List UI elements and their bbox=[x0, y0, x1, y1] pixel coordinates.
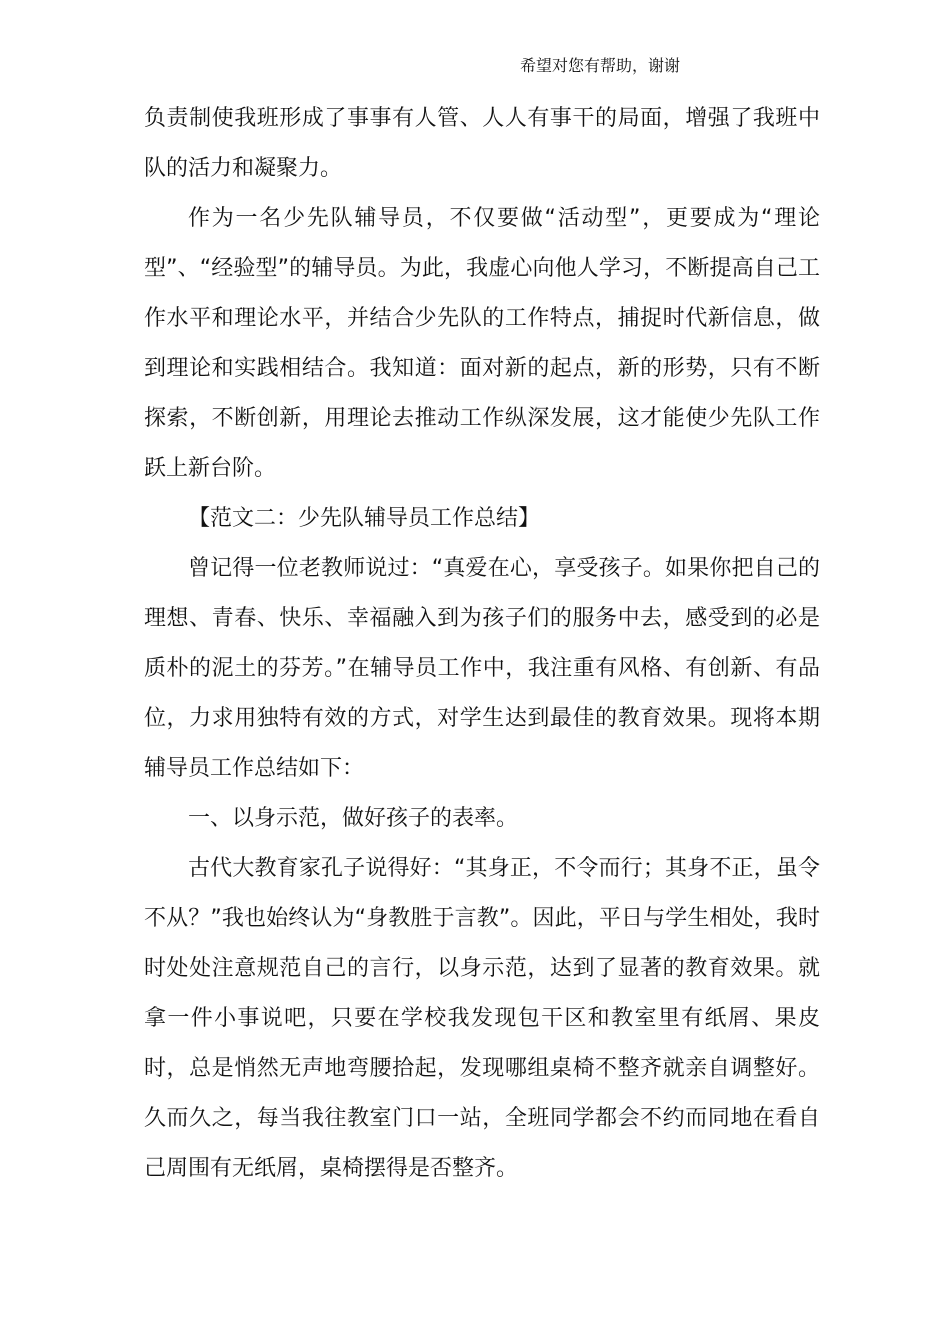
paragraph-3: 曾记得一位老教师说过：“真爱在心，享受孩子。如果你把自己的理想、青春、快乐、幸福融入到为孩子们的服务中去，感受到的必是质朴的泥土的芬芳。”在辅导员工作中，我注重有风格、有创新、有品位，力求用独特有效的方式，对学生达到最佳的教育效果。现将本期辅导员工作总结如下： bbox=[144, 556, 820, 781]
document-body bbox=[144, 94, 820, 1194]
paragraph-1: 负责制使我班形成了事事有人管、人人有事干的局面，增强了我班中队的活力和凝聚力。 bbox=[144, 106, 820, 181]
subheading-1: 一、以身示范，做好孩子的表率。 bbox=[188, 806, 519, 831]
paragraph-4: 古代大教育家孔子说得好：“其身正，不令而行；其身不正，虽令不从？”我也始终认为“身教胜于言教”。因此，平日与学生相处，我时时处处注意规范自己的言行，以身示范，达到了显著的教育效果。就拿一件小事说吧，只要在学校我发现包干区和教室里有纸屑、果皮时，总是悄然无声地弯腰拾起，发现哪组桌椅不整齐就亲自调整好。久而久之，每当我往教室门口一站，全班同学都会不约而同地在看自己周围有无纸屑，桌椅摆得是否整齐。 bbox=[144, 856, 820, 1181]
page-header-note: 希望对您有帮助，谢谢 bbox=[520, 56, 681, 75]
paragraph-2: 作为一名少先队辅导员，不仅要做“活动型”，更要成为“理论型”、“经验型”的辅导员。为此，我虚心向他人学习，不断提高自己工作水平和理论水平，并结合少先队的工作特点，捕捉时代新信息，做到理论和实践相结合。我知道：面对新的起点，新的形势，只有不断探索，不断创新，用理论去推动工作纵深发展，这才能使少先队工作跃上新台阶。 bbox=[144, 206, 820, 481]
section-heading: 【范文二：少先队辅导员工作总结】 bbox=[188, 506, 541, 531]
